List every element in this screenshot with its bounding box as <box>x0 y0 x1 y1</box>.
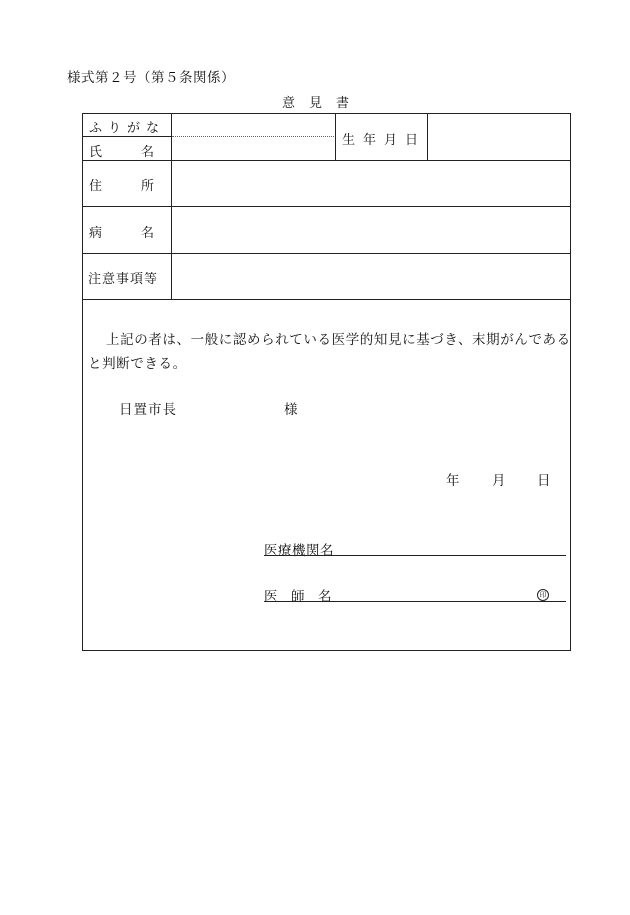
row-divider-disease <box>82 253 571 254</box>
seal-mark: 印 <box>537 589 549 601</box>
furigana-label: ふりがな <box>89 121 166 136</box>
notes-label: 注意事項等 <box>88 272 159 287</box>
statement-text: 上記の者は、一般に認められている医学的知見に基づき、末期がんであると判断できる。 <box>88 332 571 372</box>
disease-label: 病 名 <box>89 226 155 241</box>
addressee: 日置市長 <box>119 402 177 418</box>
furigana-dotted-line <box>172 136 334 137</box>
row-divider-furigana-label <box>82 136 171 137</box>
name-label: 氏 名 <box>89 145 155 160</box>
honorific: 様 <box>284 402 298 418</box>
year-label: 年 <box>446 473 460 489</box>
month-label: 月 <box>492 473 506 489</box>
day-label: 日 <box>537 473 551 489</box>
row-divider-notes <box>82 299 571 300</box>
form-frame <box>82 113 571 651</box>
doctor-label: 医 師 名 <box>264 589 332 605</box>
form-number: 様式第２号（第５条関係） <box>67 70 235 86</box>
document-title: 意見書 <box>282 96 364 111</box>
doctor-underline <box>264 601 566 602</box>
row-divider-name <box>82 160 571 161</box>
label-column-divider <box>171 113 172 300</box>
birthdate-label: 生年月日 <box>342 133 427 148</box>
institution-underline <box>264 555 566 556</box>
row-divider-address <box>82 206 571 207</box>
address-label: 住 所 <box>89 179 155 194</box>
birthdate-left-divider <box>335 113 336 160</box>
birthdate-right-divider <box>427 113 428 160</box>
institution-label: 医療機関名 <box>264 543 334 559</box>
